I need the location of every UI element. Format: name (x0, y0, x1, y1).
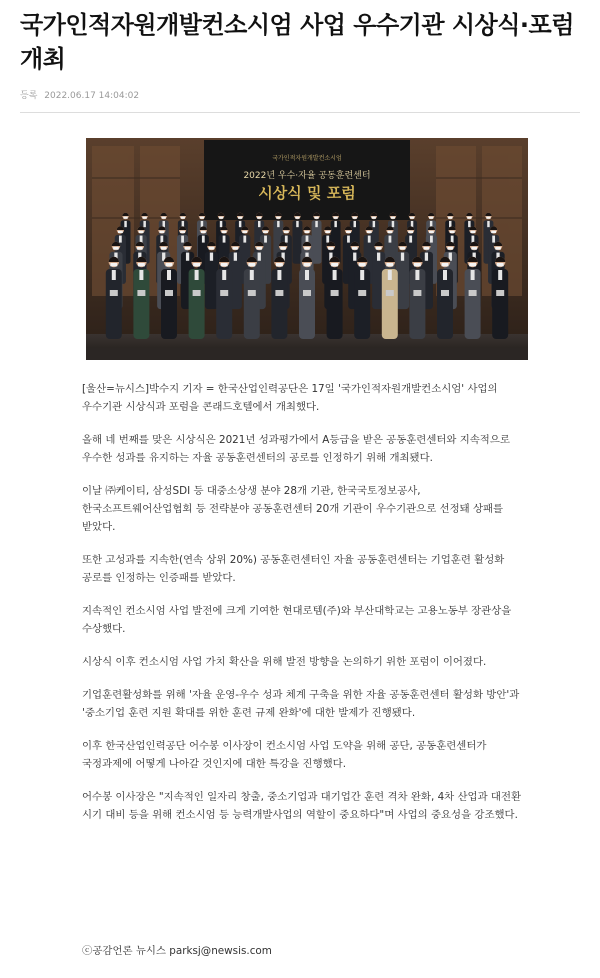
person-mask (448, 247, 454, 250)
person-mask (110, 263, 117, 266)
person-mask (263, 231, 268, 233)
body-paragraph: 어수봉 이사장은 "지속적인 일자리 창출, 중소기업과 대기업간 훈련 격차 완화, 4차 산업과 대전환 시기 대비 등을 위해 컨소시엄 등 능력개발사업의 역할이 중요하다"며 사업의 중요성을 강조했다. (82, 791, 522, 821)
person-shirt (471, 236, 474, 243)
person-mask (372, 217, 376, 219)
person-mask (471, 247, 477, 250)
person-shirt (277, 270, 281, 280)
person-mask (139, 231, 144, 233)
person-mask (352, 247, 358, 250)
person-shirt (334, 221, 336, 227)
person-mask (448, 217, 452, 219)
article-meta (20, 88, 139, 101)
person-shirt (354, 221, 356, 227)
person-mask (391, 217, 395, 219)
article-title: 국가인적자원개발컨소시엄 사업 우수기관 시상식·포럼 개최 (20, 11, 574, 73)
person-shirt (277, 221, 279, 227)
person-shirt (492, 236, 495, 243)
person-shirt (163, 221, 165, 227)
person-shirt (306, 236, 309, 243)
award-plaque (413, 290, 421, 296)
person-mask (450, 231, 455, 233)
person-shirt (430, 236, 433, 243)
banner-line-2: 시상식 및 포럼 (258, 184, 356, 202)
award-plaque (386, 290, 394, 296)
person-mask (276, 263, 283, 266)
person-shirt (373, 221, 375, 227)
person-shirt (222, 270, 226, 280)
person-mask (367, 231, 372, 233)
person-mask (334, 217, 338, 219)
person-mask (222, 231, 227, 233)
person-mask (376, 247, 382, 250)
award-plaque (275, 290, 283, 296)
person-mask (118, 231, 123, 233)
publish-datetime: 2022.06.17 14:04:02 (44, 91, 140, 101)
meta-label: 등록 (20, 91, 38, 101)
person-mask (238, 217, 242, 219)
person-mask (304, 247, 310, 250)
article-credit: ⓒ공감언론 뉴시스 parksj@newsis.com (82, 945, 272, 957)
person-mask (353, 217, 357, 219)
group-photo-people (106, 213, 508, 339)
person-shirt (360, 270, 364, 280)
person-mask (137, 247, 143, 250)
person-mask (408, 231, 413, 233)
person-shirt (347, 236, 350, 243)
article-body (82, 380, 532, 839)
person-mask (276, 217, 280, 219)
person-mask (280, 247, 286, 250)
award-plaque (441, 290, 449, 296)
person-mask (221, 263, 228, 266)
person-mask (442, 263, 449, 266)
person-mask (166, 263, 173, 266)
person-mask (467, 217, 471, 219)
person-mask (429, 217, 433, 219)
person-mask (161, 247, 167, 250)
body-paragraph: 올해 네 번째를 맞은 시상식은 2021년 성과평가에서 A등급을 받은 공동훈련센터와 지속적으로 우수한 성과를 유지하는 자율 공동훈련센터의 공로를 인정하기 위해 개최됐다. (82, 434, 510, 464)
award-plaque (110, 290, 118, 296)
person-mask (359, 263, 366, 266)
person-mask (181, 217, 185, 219)
person-shirt (258, 221, 260, 227)
body-paragraph: 시상식 이후 컨소시엄 사업 가치 확산을 위해 발전 방향을 논의하기 위한 포럼이 이어졌다. (82, 656, 487, 668)
person-shirt (201, 221, 203, 227)
person-shirt (377, 253, 380, 261)
person-shirt (353, 253, 356, 261)
person-mask (201, 231, 206, 233)
person-shirt (285, 236, 288, 243)
person-shirt (220, 221, 222, 227)
person-shirt (368, 236, 371, 243)
person-mask (410, 217, 414, 219)
person-shirt (425, 253, 428, 261)
award-plaque (469, 290, 477, 296)
person-mask (242, 231, 247, 233)
person-shirt (119, 236, 122, 243)
award-plaque (137, 290, 145, 296)
person-shirt (296, 221, 298, 227)
person-shirt (239, 221, 241, 227)
person-shirt (112, 270, 116, 280)
person-shirt (124, 221, 126, 227)
person-mask (328, 247, 334, 250)
person-mask (209, 247, 215, 250)
person-shirt (415, 270, 419, 280)
person-shirt (234, 253, 237, 261)
person-mask (233, 247, 239, 250)
person-shirt (140, 236, 143, 243)
person-shirt (160, 236, 163, 243)
person-shirt (401, 253, 404, 261)
person-mask (346, 231, 351, 233)
person-mask (486, 217, 490, 219)
person-mask (325, 231, 330, 233)
person-shirt (243, 236, 246, 243)
person-mask (143, 217, 147, 219)
person-mask (304, 263, 311, 266)
award-plaque (248, 290, 256, 296)
person-shirt (250, 270, 254, 280)
article-photo (86, 138, 528, 360)
award-plaque (193, 290, 201, 296)
person-mask (314, 217, 318, 219)
person-shirt (210, 253, 213, 261)
person-shirt (315, 221, 317, 227)
person-mask (386, 263, 393, 266)
person-mask (162, 217, 166, 219)
person-shirt (443, 270, 447, 280)
person-mask (497, 263, 504, 266)
person-mask (284, 231, 289, 233)
person-mask (185, 247, 191, 250)
banner-logo-text: 국가인적자원개발컨소시엄 (272, 155, 342, 162)
person-mask (388, 231, 393, 233)
person-shirt (411, 221, 413, 227)
person-mask (256, 247, 262, 250)
person-shirt (392, 221, 394, 227)
award-plaque (331, 290, 339, 296)
award-plaque (496, 290, 504, 296)
person-mask (491, 231, 496, 233)
person-mask (495, 247, 501, 250)
person-shirt (305, 270, 309, 280)
award-plaque (220, 290, 228, 296)
body-paragraph: [울산=뉴시스]박수지 기자 = 한국산업인력공단은 17일 '국가인적자원개발컨소시엄' 사업의 우수기관 시상식과 포럼을 콘래드호텔에서 개최했다. (82, 383, 498, 413)
person-mask (469, 263, 476, 266)
person-shirt (333, 270, 337, 280)
person-mask (414, 263, 421, 266)
person-shirt (186, 253, 189, 261)
person-mask (400, 247, 406, 250)
person-shirt (181, 236, 184, 243)
person-shirt (326, 236, 329, 243)
person-shirt (167, 270, 171, 280)
person-shirt (202, 236, 205, 243)
person-mask (219, 217, 223, 219)
award-plaque (358, 290, 366, 296)
person-mask (295, 217, 299, 219)
person-mask (305, 231, 310, 233)
person-shirt (449, 221, 451, 227)
person-shirt (223, 236, 226, 243)
person-shirt (258, 253, 261, 261)
person-shirt (264, 236, 267, 243)
body-paragraph: 이날 ㈜케이티, 삼성SDI 등 대중소상생 분야 28개 기관, 한국국토정보공사, 한국소프트웨어산업협회 등 전략분야 공동훈련센터 20개 기관이 우수기관으로 선정돼 상패를 받았다. (82, 485, 504, 533)
person-shirt (139, 270, 143, 280)
person-shirt (195, 270, 199, 280)
person-shirt (468, 221, 470, 227)
title-divider (20, 112, 580, 113)
person-shirt (389, 236, 392, 243)
person-mask (424, 247, 430, 250)
award-plaque (165, 290, 173, 296)
person-shirt (498, 270, 502, 280)
person-mask (331, 263, 338, 266)
body-paragraph: 이후 한국산업인력공단 어수봉 이사장이 컨소시엄 사업 도약을 위해 공단, 공동훈련센터가 국정과제에 어떻게 나아갈 것인지에 대한 특강을 진행했다. (82, 740, 487, 770)
person-mask (180, 231, 185, 233)
person-mask (138, 263, 145, 266)
person-mask (123, 217, 127, 219)
person-shirt (451, 236, 454, 243)
person-shirt (487, 221, 489, 227)
award-plaque (303, 290, 311, 296)
person-mask (248, 263, 255, 266)
person-shirt (143, 221, 145, 227)
person-shirt (471, 270, 475, 280)
body-paragraph: 또한 고성과를 지속한(연속 상위 20%) 공동훈련센터인 자율 공동훈련센터는 기업훈련 활성화 공로를 인정하는 인증패를 받았다. (82, 554, 505, 584)
person-mask (159, 231, 164, 233)
person-shirt (182, 221, 184, 227)
body-paragraph: 기업훈련활성화를 위해 '자율 운영-우수 성과 체계 구축을 위한 자율 공동훈련센터 활성화 방안'과 '중소기업 훈련 지원 확대를 위한 훈련 규제 완화'에 대한 발제가 진행됐다. (82, 689, 520, 719)
banner-line-1: 2022년 우수·자율 공동훈련센터 (243, 171, 371, 181)
person-mask (113, 247, 119, 250)
person-shirt (430, 221, 432, 227)
person-mask (471, 231, 476, 233)
person-mask (193, 263, 200, 266)
person-shirt (409, 236, 412, 243)
person-mask (429, 231, 434, 233)
person-shirt (388, 270, 392, 280)
body-paragraph: 지속적인 컨소시엄 사업 발전에 크게 기여한 현대로템(주)와 부산대학교는 고용노동부 장관상을 수상했다. (82, 605, 512, 635)
person-mask (257, 217, 261, 219)
person-mask (200, 217, 204, 219)
